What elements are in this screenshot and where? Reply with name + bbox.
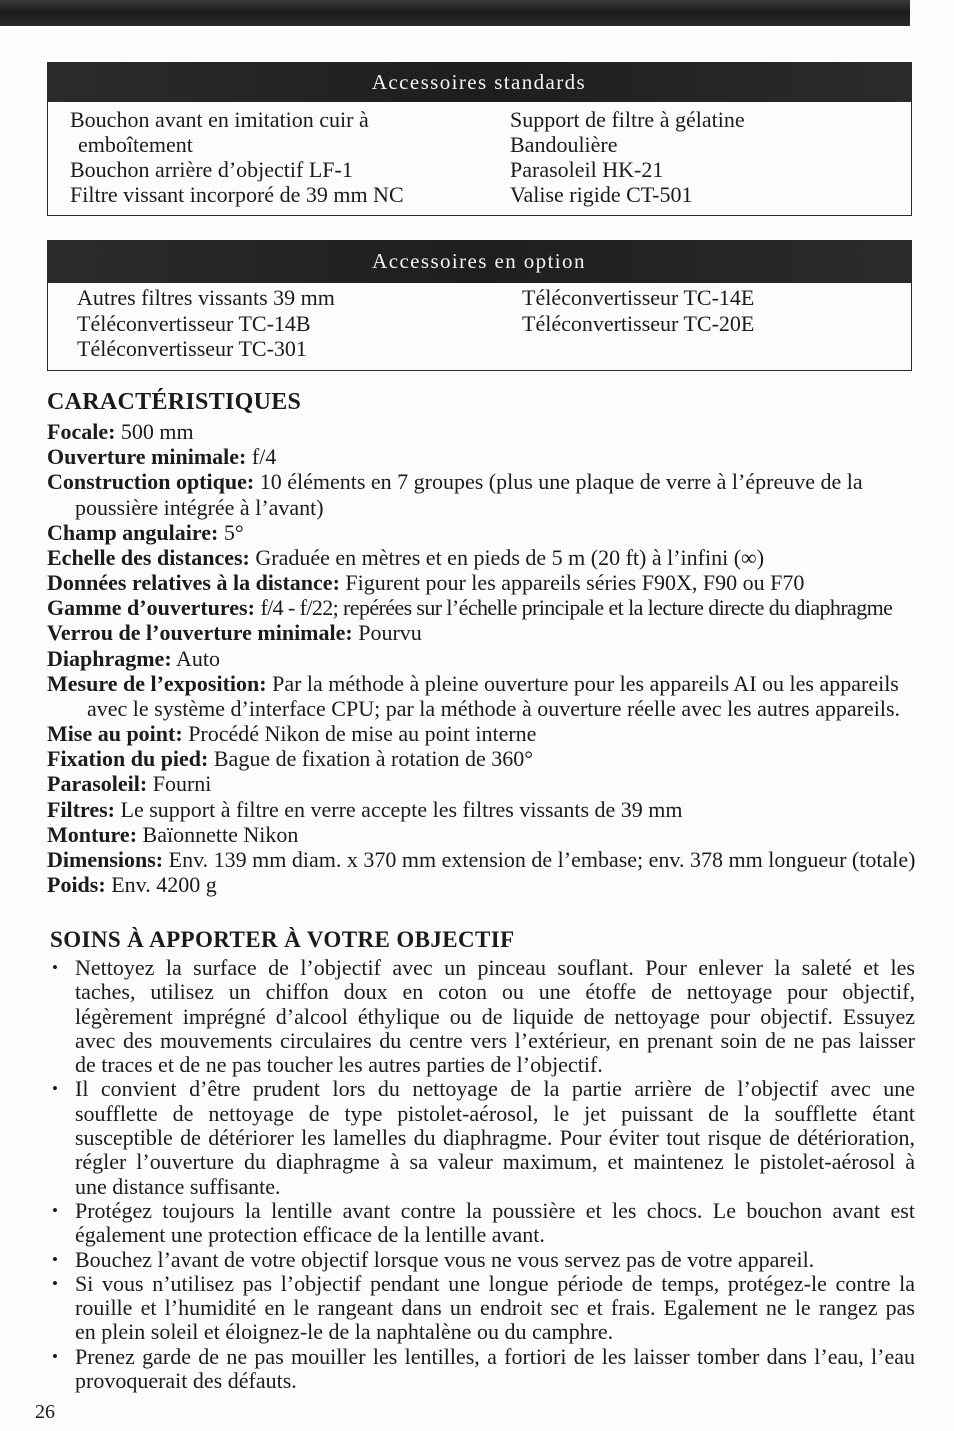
optional-accessories-left-column — [77, 285, 477, 362]
bullet-icon: • — [52, 1273, 58, 1293]
specifications-heading: CARACTÉRISTIQUES — [47, 389, 302, 415]
text-line: également une protection efficace de la lentille avant. — [75, 1222, 545, 1248]
spec-label: Poids: — [47, 872, 106, 898]
spec-value: Le support à filtre en verre accepte les filtres vissants de 39 mm — [120, 796, 683, 822]
optional-accessories-box — [47, 240, 912, 371]
spec-value: f/4 - f/22; repérées sur l’échelle principale et la lecture directe du diaphragme — [260, 595, 893, 621]
list-item — [52, 1345, 915, 1394]
spec-value: Procédé Nikon de mise au point interne — [188, 721, 537, 747]
text-line: Bouchez l’avant de votre objectif lorsque vous ne vous servez pas de votre appareil. — [75, 1246, 815, 1272]
spec-label: Ouverture minimale: — [47, 444, 247, 470]
spec-lens-construction — [47, 469, 927, 494]
spec-focal-length — [47, 419, 927, 444]
standard-accessories-left-column — [70, 107, 455, 207]
list-item: Téléconvertisseur TC-301 — [77, 336, 307, 361]
standard-accessories-box — [47, 62, 912, 216]
text-line: régler l’ouverture du diaphragme à sa valeur maximum, et maintenez le pistolet-aérosol à — [75, 1149, 915, 1175]
text-line: Nettoyez la surface de l’objectif avec un pinceau souflant. Pour enlever la saleté et les — [75, 955, 915, 980]
lens-care-list — [52, 956, 915, 1393]
bullet-icon: • — [52, 1346, 58, 1366]
spec-label: Fixation du pied: — [47, 746, 209, 772]
spec-label: Mise au point: — [47, 721, 183, 747]
spec-value: Env. 139 mm diam. x 370 mm extension de l’embase; env. 378 mm longueur (totale) — [168, 846, 916, 872]
list-item: Bouchon arrière d’objectif LF-1 — [70, 157, 353, 182]
text-line: avec des mouvements circulaires du centre vers l’extérieur, en prenant soin de ne pas laisser — [75, 1027, 915, 1053]
spec-label: Filtres: — [47, 796, 116, 822]
spec-value: f/4 — [251, 444, 277, 470]
spec-value: Bague de fixation à rotation de 360° — [213, 746, 534, 772]
list-item — [52, 956, 915, 1077]
spec-label: Construction optique: — [47, 469, 255, 495]
list-item — [52, 1272, 915, 1345]
text-line: taches, utilisez un chiffon doux en coton ou une étoffe de nettoyage pour objectif, — [75, 979, 915, 1005]
spec-min-aperture-lock — [47, 620, 927, 645]
list-item: Valise rigide CT-501 — [510, 182, 693, 207]
spec-label: Verrou de l’ouverture minimale: — [47, 620, 353, 646]
spec-distance-scale — [47, 545, 927, 570]
spec-label: Dimensions: — [47, 846, 164, 872]
spec-weight — [47, 872, 927, 897]
list-item — [52, 1199, 915, 1248]
list-item — [52, 1248, 915, 1272]
spec-value: Figurent pour les appareils séries F90X, F90 ou F70 — [345, 570, 805, 596]
spec-label: Mesure de l’exposition: — [47, 670, 267, 696]
spec-label: Gamme d’ouvertures: — [47, 595, 255, 621]
spec-focusing — [47, 721, 927, 746]
text-line: Protégez toujours la lentille avant contre la poussière et les chocs. Le bouchon avant est — [75, 1197, 915, 1223]
list-item: Bouchon avant en imitation cuir à emboîtement — [70, 107, 369, 157]
list-item: Bandoulière — [510, 132, 618, 157]
spec-tripod-mount — [47, 746, 927, 771]
spec-value-continuation: poussière intégrée à l’avant) — [75, 494, 324, 520]
spec-value: Baïonnette Nikon — [142, 821, 299, 847]
spec-value: Pourvu — [358, 620, 422, 646]
standard-accessories-right-column — [510, 107, 890, 207]
specifications-list — [47, 419, 927, 897]
standard-accessories-title: Accessoires standards — [47, 62, 912, 102]
spec-value: 10 éléments en 7 groupes (plus une plaque de verre à l’épreuve de la — [259, 469, 863, 495]
bullet-icon: • — [52, 958, 58, 977]
text-line: une distance suffisante. — [75, 1173, 281, 1199]
text-line: susceptible de détériorer les lamelles du diaphragme. Pour éviter tout risque de détérioration, — [75, 1125, 915, 1151]
list-item: Téléconvertisseur TC-14B — [77, 310, 311, 336]
optional-accessories-right-column — [522, 285, 892, 336]
spec-max-aperture — [47, 444, 927, 469]
spec-value: Auto — [175, 645, 220, 671]
spec-value: Par la méthode à pleine ouverture pour les appareils AI ou les appareils — [272, 670, 899, 696]
spec-value: Fourni — [152, 771, 212, 797]
spec-exposure-measurement — [47, 671, 927, 696]
text-line: en plein soleil et éloignez-le de la naphtalène ou du camphre. — [75, 1319, 614, 1345]
spec-filters — [47, 797, 927, 822]
list-item: Téléconvertisseur TC-14E — [522, 285, 755, 310]
spec-mount — [47, 822, 927, 847]
spec-label: Données relatives à la distance: — [47, 570, 340, 596]
text-line: provoquerait des défauts. — [75, 1368, 297, 1394]
bullet-icon: • — [52, 1079, 58, 1099]
spec-value: Env. 4200 g — [111, 872, 217, 898]
spec-label: Focale: — [47, 419, 116, 444]
spec-dimensions — [47, 847, 927, 872]
list-item: Support de filtre à gélatine — [510, 107, 745, 132]
text-line: légèrement imprégné d’alcool éthylique ou de liquide de nettoyage pour objectif. Essuyez — [75, 1003, 915, 1029]
text-line: Prenez garde de ne pas mouiller les lentilles, a fortiori de les laisser tomber dans l’eau, l’eau — [75, 1343, 915, 1369]
spec-angle-of-view — [47, 520, 927, 545]
text-line: Il convient d’être prudent lors du nettoyage de la partie arrière de l’objectif avec une — [75, 1076, 915, 1102]
scan-top-bar — [0, 0, 910, 26]
lens-care-heading: SOINS À APPORTER À VOTRE OBJECTIF — [50, 927, 515, 952]
spec-distance-information — [47, 570, 927, 595]
spec-label: Monture: — [47, 821, 138, 847]
list-item: Filtre vissant incorporé de 39 mm NC — [70, 182, 404, 207]
list-item — [52, 1077, 915, 1198]
list-item: Parasoleil HK-21 — [510, 157, 664, 182]
text-line: soufflette de nettoyage de type pistolet-aérosol, le jet puissant de la soufflette étant — [75, 1100, 915, 1126]
text-line: rouille et l’humidité en le rangeant dans un endroit sec et frais. Egalement ne le rangez pas — [75, 1295, 915, 1321]
list-item: Téléconvertisseur TC-20E — [522, 310, 755, 336]
spec-label: Diaphragme: — [47, 645, 172, 671]
optional-accessories-title: Accessoires en option — [47, 240, 912, 283]
bullet-icon: • — [52, 1200, 58, 1220]
text-line: de traces et de ne pas toucher les autres parties de l’objectif. — [75, 1052, 603, 1078]
spec-lens-hood — [47, 771, 927, 796]
spec-label: Echelle des distances: — [47, 544, 250, 570]
spec-value-continuation: avec le système d’interface CPU; par la méthode à ouverture réelle avec les autres appareils. — [87, 695, 901, 721]
bullet-icon: • — [52, 1249, 58, 1269]
spec-value: Graduée en mètres et en pieds de 5 m (20 ft) à l’infini (∞) — [255, 544, 765, 570]
page-number: 26 — [35, 1401, 55, 1423]
spec-aperture-range — [47, 595, 927, 620]
list-item: Autres filtres vissants 39 mm — [77, 285, 335, 310]
text-line: Si vous n’utilisez pas l’objectif pendant une longue période de temps, protégez-le contre la — [75, 1270, 915, 1296]
spec-diaphragm — [47, 646, 927, 671]
spec-label: Parasoleil: — [47, 771, 148, 797]
spec-value: 5° — [223, 519, 244, 545]
spec-value: 500 mm — [120, 419, 194, 444]
spec-label: Champ angulaire: — [47, 519, 219, 545]
